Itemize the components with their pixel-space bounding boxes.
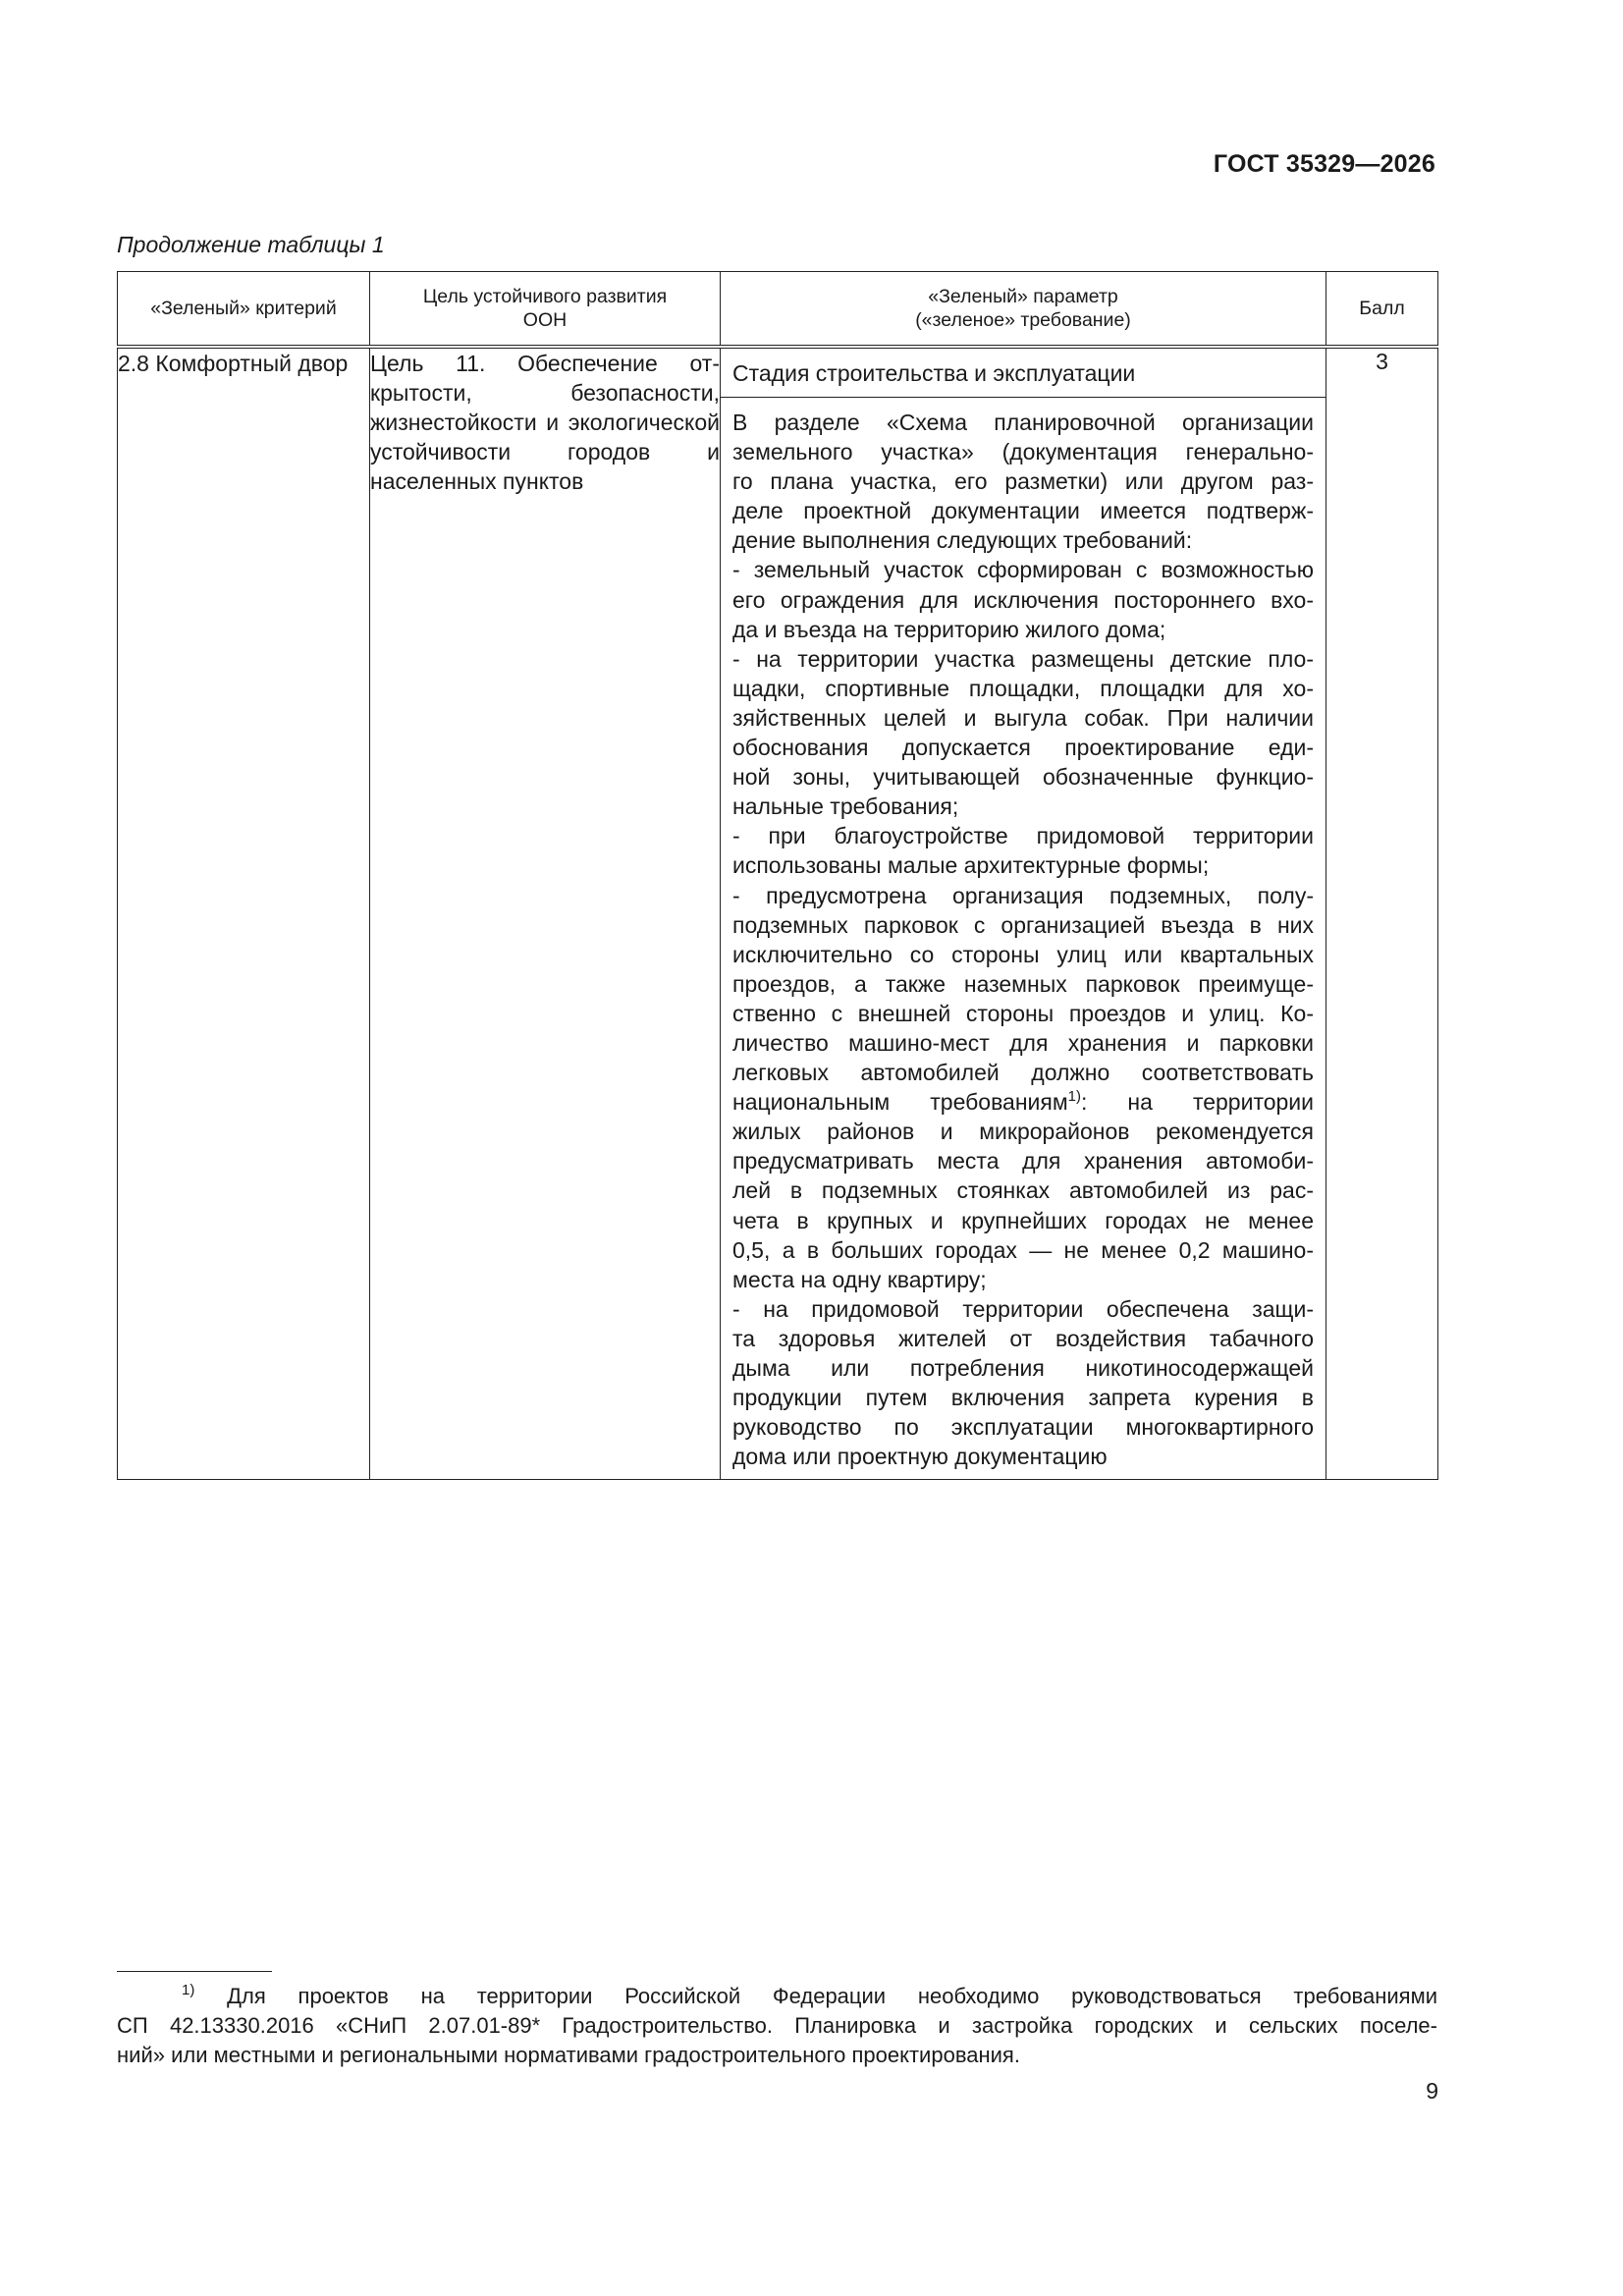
requirement-line: - на территории участка размещены детские пло- <box>732 645 1314 672</box>
requirement-line: 0,5, а в больших городах — не менее 0,2 машино- <box>732 1236 1314 1263</box>
requirement-line: чета в крупных и крупнейших городах не менее <box>732 1207 1314 1233</box>
requirement-line: легковых автомобилей должно соответствовать <box>732 1060 1314 1086</box>
requirement-line: лей в подземных стоянках автомобилей из рас- <box>732 1177 1314 1204</box>
footnote-separator <box>117 1971 272 1972</box>
requirement-line: дома или проектную документацию <box>732 1444 1108 1470</box>
header-un-goal: Цель устойчивого развития ООН <box>370 272 721 348</box>
requirement-line: В разделе «Схема планировочной организации <box>732 410 1314 435</box>
un-goal-cell: Цель 11. Обеспечение открытости, безопасности, жизнестойкости и экологической устойчивости городов и населенных пунктов <box>370 347 721 1480</box>
requirement-line: - земельный участок сформирован с возможностью <box>732 557 1314 583</box>
green-criteria-table <box>117 271 1438 1480</box>
footnote-reference: 1) <box>1067 1088 1082 1106</box>
header-green-parameter: «Зеленый» параметр («зеленое» требование) <box>721 272 1326 348</box>
requirement-line: да и въезда на территорию жилого дома; <box>732 616 1166 642</box>
document-code: ГОСТ 35329—2026 <box>1213 150 1435 178</box>
requirement-line: обоснования допускается проектирование еди- <box>732 735 1314 761</box>
requirement-line: - предусмотрена организация подземных, полу- <box>732 882 1314 908</box>
footnote-line: СП 42.13330.2016 «СНиП 2.07.01-89* Градостроительство. Планировка и застройка городских и сельских поселе- <box>117 2013 1437 2038</box>
requirement-line: го плана участка, его разметки) или другом раз- <box>732 468 1314 495</box>
stage-label: Стадия строительства и эксплуатации <box>721 349 1325 398</box>
criterion-cell: 2.8 Комфортный двор <box>118 347 370 1480</box>
green-parameter-cell <box>721 347 1326 1480</box>
requirement-line: дение выполнения следующих требований: <box>732 527 1193 554</box>
requirement-line: места на одну квартиру; <box>732 1266 987 1292</box>
header-score: Балл <box>1326 272 1438 348</box>
requirement-line: проездов, а также наземных парковок преимуще- <box>732 970 1314 997</box>
footnote <box>117 1982 1437 2070</box>
requirements-text <box>721 398 1325 1479</box>
requirement-line: предусматривать места для хранения автомоби- <box>732 1148 1314 1175</box>
requirement-line: нальные требования; <box>732 793 959 820</box>
requirement-line: - при благоустройстве придомовой территории <box>732 823 1314 849</box>
requirement-line: жилых районов и микрорайонов рекомендуется <box>732 1119 1314 1145</box>
requirement-line: зяйственных целей и выгула собак. При наличии <box>732 704 1314 731</box>
table-row <box>118 347 1438 1480</box>
footnote-line: ний» или местными и региональными нормативами градостроительного проектирования. <box>117 2043 1020 2067</box>
table-caption: Продолжение таблицы 1 <box>117 232 385 257</box>
requirement-line: подземных парковок с организацией въезда в них <box>732 911 1314 938</box>
requirement-line: - на придомовой территории обеспечена защи- <box>732 1295 1314 1322</box>
requirement-line: использованы малые архитектурные формы; <box>732 852 1210 879</box>
requirement-line: руководство по эксплуатации многоквартирного <box>732 1414 1314 1441</box>
header-criterion: «Зеленый» критерий <box>118 272 370 348</box>
requirement-line: продукции путем включения запрета курения в <box>732 1385 1314 1411</box>
page-number: 9 <box>1426 2078 1438 2104</box>
requirement-line: та здоровья жителей от воздействия табачного <box>732 1325 1314 1351</box>
footnote-line: $^{1)}$ Для проектов на территории Российской Федерации необходимо руководствоваться требованиями <box>182 1982 1437 2008</box>
requirement-line: деле проектной документации имеется подтверж- <box>732 498 1314 524</box>
requirement-line: ной зоны, учитывающей обозначенные функцио- <box>732 764 1314 791</box>
score-cell: 3 <box>1326 347 1438 1480</box>
requirement-line: его ограждения для исключения постороннего вхо- <box>732 586 1314 613</box>
requirement-line: личество машино-мест для хранения и парковки <box>732 1029 1314 1056</box>
table-header-row <box>118 272 1438 348</box>
requirement-line: земельного участка» (документация генерально- <box>732 439 1314 465</box>
requirement-line: дыма или потребления никотиносодержащей <box>732 1355 1314 1381</box>
footnote-mark: 1) <box>182 1982 195 1998</box>
requirement-line: ственно с внешней стороны проездов и улиц. Ко- <box>732 1000 1314 1026</box>
requirement-line: щадки, спортивные площадки, площадки для хо- <box>732 675 1314 701</box>
requirement-line-with-footnote: национальным требованиям$^{1)}$: на территории <box>732 1088 1315 1116</box>
requirement-line: исключительно со стороны улиц или квартальных <box>732 941 1314 967</box>
